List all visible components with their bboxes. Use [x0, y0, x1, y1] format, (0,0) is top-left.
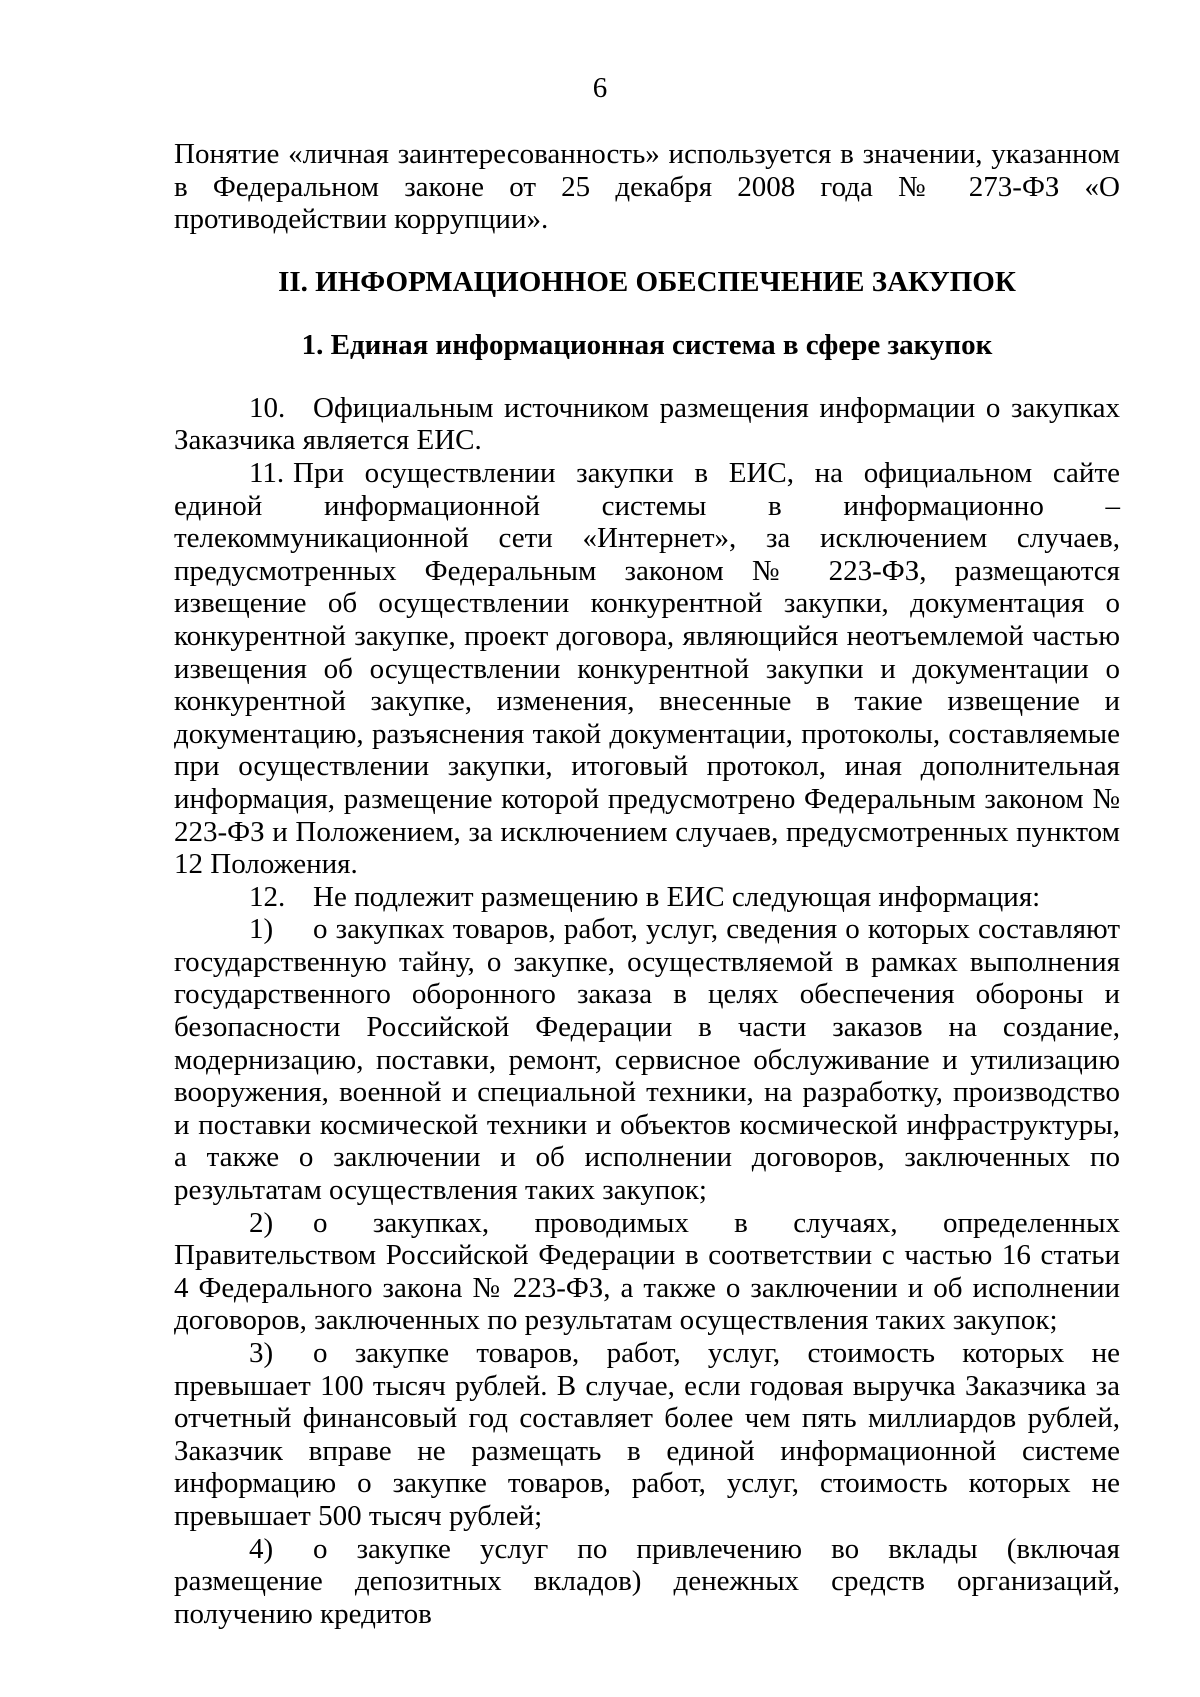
- subsection-title: 1. Единая информационная система в сфере закупок: [301, 328, 993, 361]
- clause-10: [174, 392, 1120, 457]
- clause-11: [174, 457, 1120, 881]
- clause-number: 12.: [249, 880, 286, 913]
- item-text: о закупках, проводимых в случаях, определенных Правительством Российской Федерации в соответствии с частью 16 статьи 4 Федерального закона № 223-ФЗ, а также о заключении и об исполнении договоров, заключенных по результатам осуществления таких закупок;: [174, 1206, 1120, 1337]
- page-number: 6: [592, 72, 608, 104]
- list-item-4: [174, 1533, 1120, 1631]
- list-item-1: [174, 913, 1120, 1206]
- item-number: 3): [249, 1337, 274, 1369]
- clause-text: При осуществлении закупки в ЕИС, на официальном сайте единой информационной системы в информационно – телекоммуникационной сети «Интернет», за исключением случаев, предусмотренных Федеральным законом № 223-ФЗ, размещаются извещение об осуществлении конкурентной закупки, документация о конкурентной закупке, проект договора, являющийся неотъемлемой частью извещения об осуществлении конкурентной закупки и документации о конкурентной закупке, изменения, внесенные в такие извещение и документацию, разъяснения такой документации, протоколы, составляемые при осуществлении закупки, итоговый протокол, иная дополнительная информация, размещение которой предусмотрено Федеральным законом № 223-ФЗ и Положением, за исключением случаев, предусмотренных пунктом 12 Положения.: [174, 456, 1120, 881]
- item-number: 2): [249, 1206, 274, 1239]
- list-item-2: [174, 1207, 1120, 1337]
- list-item-3: [174, 1337, 1120, 1533]
- clause-text: Официальным источником размещения информации о закупках Заказчика является ЕИС.: [174, 391, 1120, 457]
- item-text: о закупке товаров, работ, услуг, стоимость которых не превышает 100 тысяч рублей. В случае, если годовая выручка Заказчика за отчетный финансовый год составляет более чем пять миллиардов рублей, Заказчик вправе не размещать в единой информационной системе информацию о закупке товаров, работ, услуг, стоимость которых не превышает 500 тысяч рублей;: [174, 1337, 1120, 1532]
- clause-12: [174, 881, 1120, 914]
- intro-paragraph: Понятие «личная заинтересованность» используется в значении, указанном в Федеральном законе от 25 декабря 2008 года № 273-ФЗ «О противодействии коррупции».: [174, 138, 1120, 236]
- clause-number: 11.: [249, 456, 285, 489]
- item-text: о закупке услуг по привлечению во вклады (включая размещение депозитных вкладов) денежных средств организаций, получению кредитов: [174, 1532, 1120, 1630]
- item-text: о закупках товаров, работ, услуг, сведения о которых составляют государственную тайну, о закупке, осуществляемой в рамках выполнения государственного оборонного заказа в целях обеспечения обороны и безопасности Российской Федерации в части заказов на создание, модернизацию, поставки, ремонт, сервисное обслуживание и утилизацию вооружения, военной и специальной техники, на разработку, производство и поставки космической техники и объектов космической инфраструктуры, а также о заключении и об исполнении договоров, заключенных по результатам осуществления таких закупок;: [174, 913, 1120, 1207]
- item-number: 4): [249, 1532, 274, 1565]
- item-number: 1): [249, 913, 274, 946]
- page-content: [174, 138, 1120, 1630]
- section-title: II. ИНФОРМАЦИОННОЕ ОБЕСПЕЧЕНИЕ ЗАКУПОК: [278, 265, 1016, 298]
- clause-number: 10.: [249, 391, 286, 424]
- clause-text: Не подлежит размещению в ЕИС следующая информация:: [313, 880, 1041, 913]
